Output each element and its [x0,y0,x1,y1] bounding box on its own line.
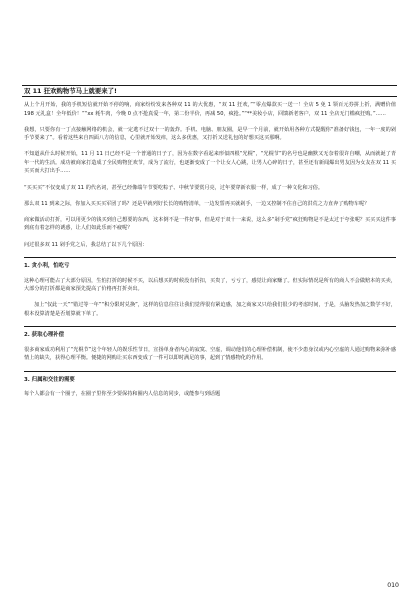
page-number: 010 [387,582,399,589]
section-rule [24,257,396,258]
section-rule [24,371,396,372]
paragraph: 我想，只要你有一丁点接触网络的机会，就一定逃不过双十一的轰炸。手机、电脑、朋友圈，是早一个月前，就开始用各种方式提醒你“准备好钱包，一年一度的剁手节要来了”。看着这些来自四面八方的信息，心里就开始发痒，这么多优惠，又打折又送礼包的好想买这买那啊。 [24,126,396,142]
paragraph: 从上个月开始，我的手机短信就开始不停的响，商家纷纷发来各种双 11 的大优惠，“双 11 狂欢，”“零点爆款买一送一！全店 5 免 1 领百元券拼上折，满赠价值 198 元礼盒！全年低价！”“xx 耗牛肉，今晚 0 点不抢真爱一年，第二份半价，再减 50，疯抢。”“**美妆小店，回馈新老客户，双 11 全店无门槛疯狂购。”…… [24,102,396,117]
paragraph: 这种心理可能占了大部分原因，生怕打折的时候不买，以后想买的时候没有折扣，买贵了，亏亏了，感觉让商家赚了。但实际情况是所有的商人不会做赔本的买卖，大部分的打折都是商家预先提高了价格再打折卖出。 [24,277,396,293]
paragraph: 商家做活动打折，可以用更少的钱买到自己想要的东西，这本倒不是一件好事，但是对于双十一来说，这么多“剁手党”疯狂购物是不是太过于夸张呢？买买买这件事到底有着怎样的诱惑，让人们如此乐而不疲呢？ [24,216,396,232]
paragraph: 不知道从什么时候开始，11 月 11 日已经不是一个普通的日子了，因为在数字看起来形似四根“光棍”，“光棍节”的名号也是幽默又无奈着很许自嘲，从而就诞了青年一代的生活。成功被商家打造成了全民购物狂欢节，成为了流行，也逐渐变成了一个让女人心跳，让男人心碎的日子，甚至还有新闻爆出男友因为女友在双 11 买买买而大打出手…… [24,151,396,175]
section-rule [24,326,396,327]
article-title: 双 11 狂欢购物节马上就要来了! [24,87,117,95]
article-body [24,101,396,407]
section-heading: 1. 贪小利，怕吃亏 [24,263,70,270]
section-heading: 3. 归属和交往的需要 [24,376,75,383]
section-heading: 2. 获取心理补偿 [24,332,65,339]
paragraph: 每个人都会有一个圈子，在圈子里你至少要保持和圈内人信息的同步，或能参与到话题 [24,391,221,398]
top-rule [22,85,397,86]
paragraph: 很多商家成功利用了“光棍节”这个年轻人的娱乐性节日，宣扬单身者内心的寂寞、空虚，调动他们的心理补偿机制，使不少患身汉或内心空虚的人通过购物来弥补感情上的缺失，获得心理平衡。便捷的网购让买东西变成了一件可以即时满足的事，起到了情感物化的作用。 [24,346,396,362]
paragraph: 那么双 11 到来之际，你加入买买买军团了吗？还是早就列好长长的购物清单，一边发誓再买就剁手，一边又控制不住自己的洪荒之力直奔了购物车呢？ [24,200,370,207]
title-underline-rule [22,96,397,97]
paragraph: “买买买”不仅变成了双 11 的代名词，甚至已经像端午节要吃粽子、中秋节要赏月亮，过年要穿新衣服一样，成了一种文化和习俗。 [24,184,324,191]
paragraph: 问过很多双 11 剁手党之后，我总结了以下几个原因： [24,241,148,248]
paragraph: 加上“仅此一天”“错过等一年”“积分限时兑换”，这样的信息往往让我们觉得很有紧迫感，加之商家又只给我们很少的考虑时间，于是，头脑发热加之数学不好，根本没算清楚是否划算就下单了。 [24,302,396,317]
